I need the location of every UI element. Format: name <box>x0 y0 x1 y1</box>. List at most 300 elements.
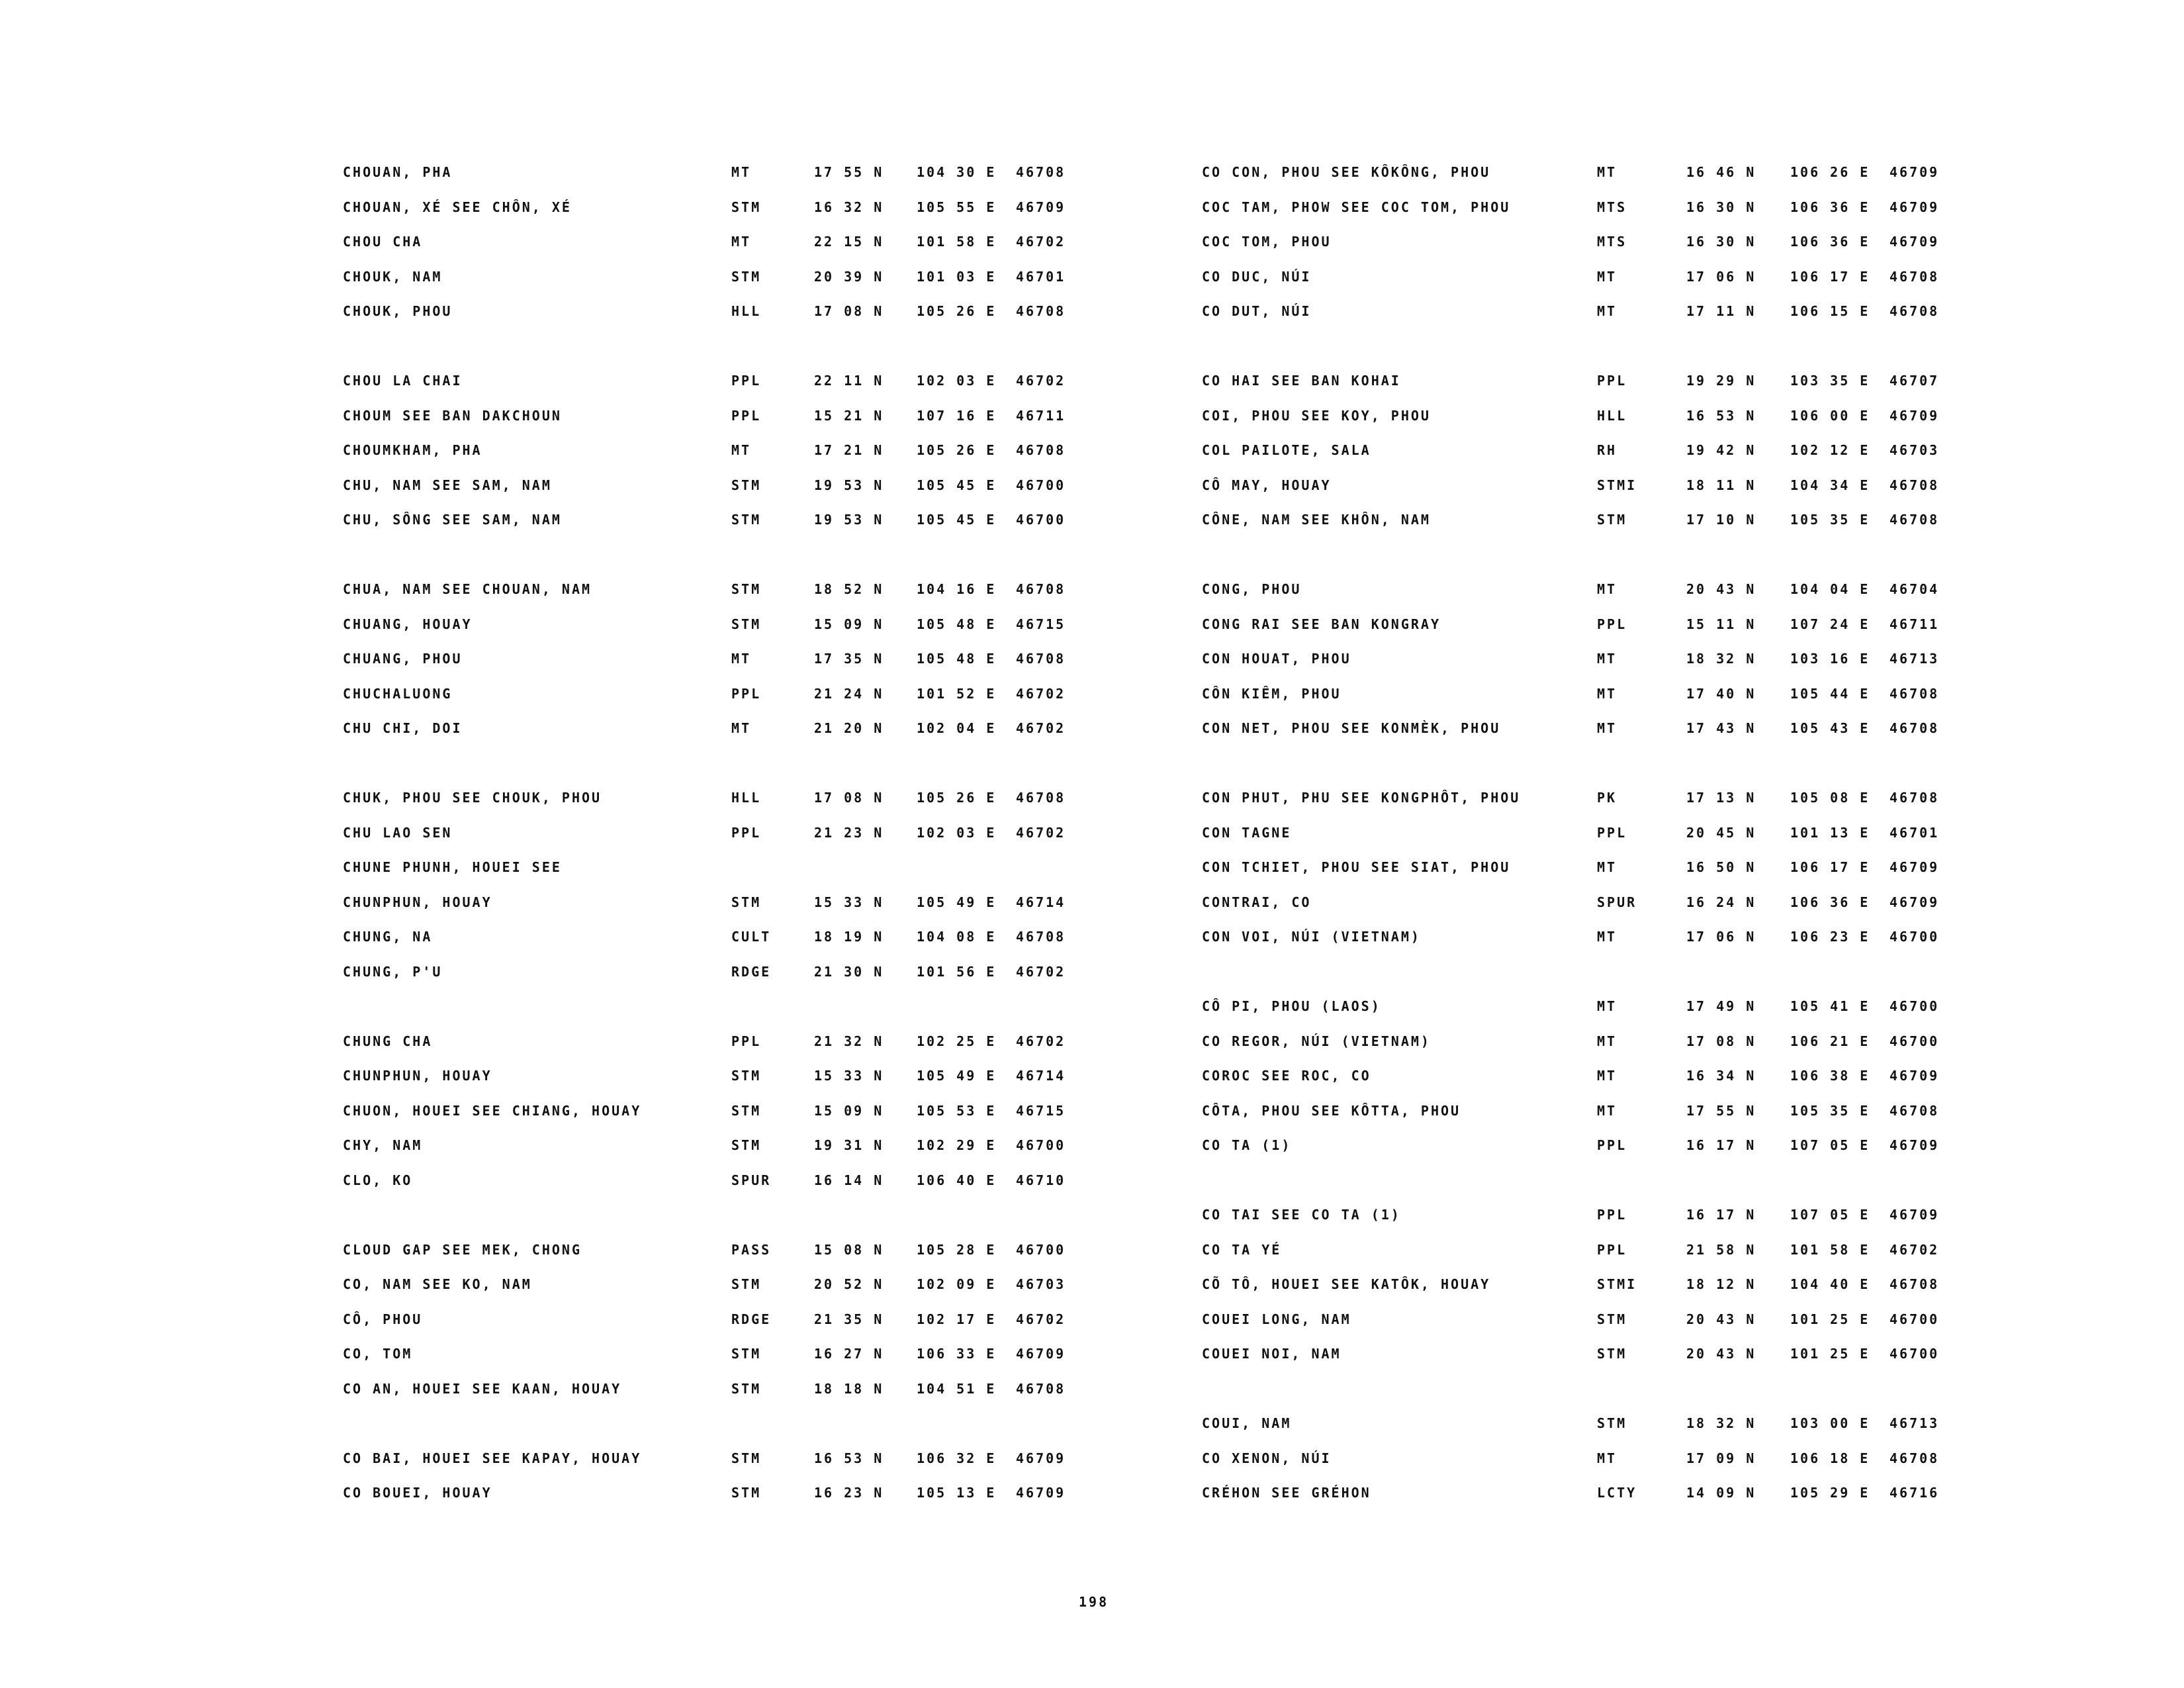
entry-code: 46708 <box>1889 303 1940 319</box>
entry-type: LCTY <box>1597 1485 1637 1501</box>
entry-name: COI, PHOU SEE KOY, PHOU <box>1202 407 1431 424</box>
entry-code: 46702 <box>1889 1241 1940 1258</box>
entry-code: 46708 <box>1889 477 1940 493</box>
entry-lat: 16 53 N <box>814 1450 884 1466</box>
entry-name: CHOUAN, XÉ SEE CHÔN, XÉ <box>343 199 572 215</box>
entry-lat: 17 08 N <box>1686 1033 1756 1049</box>
entry-code: 46702 <box>1016 824 1066 841</box>
entry-name: CRÉHON SEE GRÉHON <box>1202 1485 1371 1501</box>
entry-name: CHUK, PHOU SEE CHOUK, PHOU <box>343 790 602 806</box>
entry-code: 46716 <box>1889 1485 1940 1501</box>
entry-lon: 105 26 E <box>917 442 997 458</box>
entry-type: MTS <box>1597 199 1627 215</box>
entry-lon: 105 26 E <box>917 303 997 319</box>
entry-code: 46708 <box>1889 268 1940 285</box>
entry-lat: 17 49 N <box>1686 998 1756 1014</box>
entry-name: CON HOUAT, PHOU <box>1202 651 1351 667</box>
entry-code: 46710 <box>1016 1172 1066 1188</box>
entry-lat: 19 29 N <box>1686 373 1756 389</box>
entry-lon: 102 03 E <box>917 373 997 389</box>
entry-type: STM <box>731 1102 762 1119</box>
entry-code: 46708 <box>1016 581 1066 597</box>
entry-type: STMI <box>1597 1276 1637 1292</box>
entry-lon: 101 56 E <box>917 963 997 980</box>
entry-lat: 17 55 N <box>814 164 884 180</box>
entry-code: 46708 <box>1889 512 1940 528</box>
entry-type: MT <box>1597 581 1617 597</box>
entry-lat: 20 39 N <box>814 268 884 285</box>
entry-lon: 105 55 E <box>917 199 997 215</box>
entry-lon: 104 34 E <box>1790 477 1870 493</box>
entry-type: PK <box>1597 790 1617 806</box>
entry-name: CÔN KIÊM, PHOU <box>1202 685 1342 702</box>
entry-code: 46709 <box>1016 1450 1066 1466</box>
entry-name: CO HAI SEE BAN KOHAI <box>1202 373 1401 389</box>
entry-lat: 17 10 N <box>1686 512 1756 528</box>
entry-lat: 21 35 N <box>814 1311 884 1327</box>
entry-name: CO, NAM SEE KO, NAM <box>343 1276 532 1292</box>
entry-code: 46709 <box>1016 1485 1066 1501</box>
entry-name: CO TAI SEE CO TA (1) <box>1202 1207 1401 1223</box>
entry-type: PPL <box>1597 373 1627 389</box>
entry-type: PPL <box>731 407 762 424</box>
entry-lat: 16 53 N <box>1686 407 1756 424</box>
entry-lon: 107 16 E <box>917 407 997 424</box>
entry-code: 46702 <box>1016 720 1066 736</box>
entry-type: PPL <box>1597 1137 1627 1153</box>
entry-lon: 101 58 E <box>1790 1241 1870 1258</box>
entry-lon: 106 26 E <box>1790 164 1870 180</box>
entry-lat: 18 32 N <box>1686 651 1756 667</box>
entry-code: 46702 <box>1016 373 1066 389</box>
entry-type: MT <box>731 442 752 458</box>
entry-lon: 106 15 E <box>1790 303 1870 319</box>
entry-code: 46703 <box>1016 1276 1066 1292</box>
entry-lat: 20 43 N <box>1686 581 1756 597</box>
entry-lon: 105 26 E <box>917 790 997 806</box>
entry-lat: 16 27 N <box>814 1346 884 1362</box>
entry-lon: 105 08 E <box>1790 790 1870 806</box>
entry-code: 46700 <box>1016 1137 1066 1153</box>
entry-code: 46708 <box>1016 164 1066 180</box>
entry-lon: 107 24 E <box>1790 616 1870 632</box>
entry-name: CON NET, PHOU SEE KONMÈK, PHOU <box>1202 720 1501 736</box>
entry-type: RH <box>1597 442 1617 458</box>
entry-name: CHUA, NAM SEE CHOUAN, NAM <box>343 581 592 597</box>
entry-type: STM <box>731 1380 762 1397</box>
entry-name: COUEI LONG, NAM <box>1202 1311 1351 1327</box>
entry-code: 46715 <box>1016 1102 1066 1119</box>
entry-type: MT <box>1597 998 1617 1014</box>
entry-code: 46701 <box>1016 268 1066 285</box>
entry-lat: 20 43 N <box>1686 1311 1756 1327</box>
entry-type: MT <box>1597 929 1617 945</box>
entry-lon: 102 12 E <box>1790 442 1870 458</box>
entry-type: PPL <box>731 1033 762 1049</box>
entry-lon: 105 41 E <box>1790 998 1870 1014</box>
entry-lon: 104 04 E <box>1790 581 1870 597</box>
entry-name: CHUNPHUN, HOUAY <box>343 1068 492 1084</box>
entry-type: MT <box>731 720 752 736</box>
entry-lat: 17 40 N <box>1686 685 1756 702</box>
entry-lat: 19 31 N <box>814 1137 884 1153</box>
entry-type: SPUR <box>1597 894 1637 910</box>
entry-lat: 18 52 N <box>814 581 884 597</box>
entry-name: CHOU LA CHAI <box>343 373 463 389</box>
entry-lat: 15 33 N <box>814 894 884 910</box>
entry-code: 46709 <box>1889 1207 1940 1223</box>
entry-lat: 15 33 N <box>814 1068 884 1084</box>
entry-code: 46703 <box>1889 442 1940 458</box>
entry-lat: 17 08 N <box>814 790 884 806</box>
entry-type: STM <box>731 894 762 910</box>
entry-name: CHU, NAM SEE SAM, NAM <box>343 477 552 493</box>
entry-lat: 17 09 N <box>1686 1450 1756 1466</box>
entry-lat: 19 42 N <box>1686 442 1756 458</box>
entry-code: 46702 <box>1016 963 1066 980</box>
entry-lat: 17 11 N <box>1686 303 1756 319</box>
entry-lon: 105 44 E <box>1790 685 1870 702</box>
entry-code: 46700 <box>1016 512 1066 528</box>
entry-name: CHOU CHA <box>343 234 423 250</box>
entry-type: STM <box>731 1485 762 1501</box>
entry-code: 46700 <box>1889 929 1940 945</box>
entry-name: CO TA YÉ <box>1202 1241 1282 1258</box>
entry-name: CHUNG CHA <box>343 1033 433 1049</box>
entry-code: 46713 <box>1889 651 1940 667</box>
entry-type: STM <box>731 199 762 215</box>
entry-lat: 21 24 N <box>814 685 884 702</box>
entry-type: HLL <box>731 303 762 319</box>
entry-lat: 18 12 N <box>1686 1276 1756 1292</box>
entry-type: PASS <box>731 1241 772 1258</box>
entry-name: CON TAGNE <box>1202 824 1292 841</box>
entry-lat: 16 23 N <box>814 1485 884 1501</box>
entry-lat: 18 18 N <box>814 1380 884 1397</box>
entry-name: CHU CHI, DOI <box>343 720 463 736</box>
entry-code: 46714 <box>1016 894 1066 910</box>
entry-code: 46700 <box>1889 1311 1940 1327</box>
entry-lat: 15 09 N <box>814 1102 884 1119</box>
entry-lon: 102 04 E <box>917 720 997 736</box>
entry-code: 46708 <box>1016 1380 1066 1397</box>
entry-code: 46701 <box>1889 824 1940 841</box>
entry-code: 46715 <box>1016 616 1066 632</box>
entry-lon: 105 29 E <box>1790 1485 1870 1501</box>
entry-name: COROC SEE ROC, CO <box>1202 1068 1371 1084</box>
entry-name: CHU LAO SEN <box>343 824 453 841</box>
entry-type: MT <box>1597 1102 1617 1119</box>
entry-lon: 103 35 E <box>1790 373 1870 389</box>
entry-lat: 18 19 N <box>814 929 884 945</box>
entry-lon: 106 23 E <box>1790 929 1870 945</box>
entry-lon: 105 28 E <box>917 1241 997 1258</box>
entry-type: MT <box>1597 1068 1617 1084</box>
entry-type: STM <box>731 1450 762 1466</box>
entry-lat: 16 46 N <box>1686 164 1756 180</box>
entry-lat: 16 32 N <box>814 199 884 215</box>
entry-lat: 21 58 N <box>1686 1241 1756 1258</box>
entry-lat: 19 53 N <box>814 512 884 528</box>
entry-lon: 106 17 E <box>1790 268 1870 285</box>
entry-lon: 105 53 E <box>917 1102 997 1119</box>
entry-code: 46700 <box>1889 998 1940 1014</box>
entry-lon: 105 43 E <box>1790 720 1870 736</box>
entry-name: CON TCHIET, PHOU SEE SIAT, PHOU <box>1202 859 1511 875</box>
entry-lon: 105 49 E <box>917 1068 997 1084</box>
entry-code: 46711 <box>1016 407 1066 424</box>
entry-name: CHUNE PHUNH, HOUEI SEE <box>343 859 562 875</box>
entry-lon: 105 45 E <box>917 512 997 528</box>
entry-lon: 101 25 E <box>1790 1311 1870 1327</box>
entry-code: 46708 <box>1016 442 1066 458</box>
entry-lat: 21 20 N <box>814 720 884 736</box>
entry-type: MT <box>1597 268 1617 285</box>
entry-lon: 101 13 E <box>1790 824 1870 841</box>
entry-lon: 105 45 E <box>917 477 997 493</box>
entry-type: PPL <box>731 685 762 702</box>
entry-name: CON VOI, NÚI (VIETNAM) <box>1202 929 1421 945</box>
entry-type: MT <box>1597 1450 1617 1466</box>
entry-type: MT <box>1597 164 1617 180</box>
entry-code: 46713 <box>1889 1415 1940 1431</box>
entry-lat: 20 43 N <box>1686 1346 1756 1362</box>
entry-name: COUI, NAM <box>1202 1415 1292 1431</box>
entry-code: 46708 <box>1889 790 1940 806</box>
entry-name: CONG, PHOU <box>1202 581 1302 597</box>
entry-name: CO CON, PHOU SEE KÔKÔNG, PHOU <box>1202 164 1491 180</box>
entry-type: MT <box>1597 1033 1617 1049</box>
entry-type: STM <box>731 581 762 597</box>
entry-lon: 106 40 E <box>917 1172 997 1188</box>
entry-lat: 18 11 N <box>1686 477 1756 493</box>
entry-lon: 105 49 E <box>917 894 997 910</box>
entry-lat: 17 43 N <box>1686 720 1756 736</box>
entry-type: STM <box>731 512 762 528</box>
entry-lon: 105 48 E <box>917 651 997 667</box>
entry-type: STM <box>731 616 762 632</box>
entry-lon: 101 25 E <box>1790 1346 1870 1362</box>
entry-name: CO BAI, HOUEI SEE KAPAY, HOUAY <box>343 1450 642 1466</box>
entry-lat: 20 45 N <box>1686 824 1756 841</box>
entry-lon: 106 17 E <box>1790 859 1870 875</box>
entry-name: CHOUAN, PHA <box>343 164 453 180</box>
entry-code: 46708 <box>1889 1450 1940 1466</box>
entry-lat: 16 14 N <box>814 1172 884 1188</box>
entry-code: 46709 <box>1889 1137 1940 1153</box>
entry-lat: 21 32 N <box>814 1033 884 1049</box>
entry-name: COL PAILOTE, SALA <box>1202 442 1371 458</box>
entry-name: COC TOM, PHOU <box>1202 234 1332 250</box>
entry-name: CHOUK, NAM <box>343 268 443 285</box>
entry-code: 46709 <box>1889 407 1940 424</box>
entry-lon: 104 30 E <box>917 164 997 180</box>
page-number: 198 <box>1079 1594 1109 1610</box>
entry-type: STM <box>731 1276 762 1292</box>
entry-code: 46700 <box>1016 1241 1066 1258</box>
entry-lon: 107 05 E <box>1790 1207 1870 1223</box>
entry-type: PPL <box>1597 616 1627 632</box>
entry-code: 46709 <box>1889 199 1940 215</box>
entry-name: CHOUM SEE BAN DAKCHOUN <box>343 407 562 424</box>
entry-code: 46714 <box>1016 1068 1066 1084</box>
entry-type: STM <box>731 1346 762 1362</box>
entry-name: CÔ PI, PHOU (LAOS) <box>1202 998 1381 1014</box>
entry-type: STM <box>1597 1311 1627 1327</box>
entry-type: MT <box>1597 720 1617 736</box>
entry-name: CO REGOR, NÚI (VIETNAM) <box>1202 1033 1431 1049</box>
entry-code: 46708 <box>1889 720 1940 736</box>
entry-code: 46711 <box>1889 616 1940 632</box>
entry-lat: 15 21 N <box>814 407 884 424</box>
entry-code: 46709 <box>1016 199 1066 215</box>
entry-name: COC TAM, PHOW SEE COC TOM, PHOU <box>1202 199 1511 215</box>
entry-name: CON PHUT, PHU SEE KONGPHÔT, PHOU <box>1202 790 1521 806</box>
entry-name: CHUANG, PHOU <box>343 651 463 667</box>
entry-name: COUEI NOI, NAM <box>1202 1346 1342 1362</box>
entry-lon: 101 03 E <box>917 268 997 285</box>
entry-lat: 18 32 N <box>1686 1415 1756 1431</box>
entry-type: PPL <box>731 373 762 389</box>
entry-lat: 16 34 N <box>1686 1068 1756 1084</box>
entry-name: CLO, KO <box>343 1172 413 1188</box>
entry-name: CO TA (1) <box>1202 1137 1292 1153</box>
entry-lon: 106 36 E <box>1790 894 1870 910</box>
entry-type: MT <box>1597 859 1617 875</box>
entry-lon: 106 33 E <box>917 1346 997 1362</box>
entry-type: STM <box>1597 1346 1627 1362</box>
entry-code: 46708 <box>1016 929 1066 945</box>
entry-lat: 21 30 N <box>814 963 884 980</box>
entry-type: PPL <box>1597 1207 1627 1223</box>
entry-code: 46702 <box>1016 1033 1066 1049</box>
entry-name: CO DUC, NÚI <box>1202 268 1312 285</box>
entry-name: CHUNG, NA <box>343 929 433 945</box>
entry-lon: 104 51 E <box>917 1380 997 1397</box>
entry-name: CONG RAI SEE BAN KONGRAY <box>1202 616 1441 632</box>
entry-name: CHOUMKHAM, PHA <box>343 442 482 458</box>
entry-lat: 21 23 N <box>814 824 884 841</box>
entry-code: 46709 <box>1889 234 1940 250</box>
entry-lon: 106 00 E <box>1790 407 1870 424</box>
entry-name: CO, TOM <box>343 1346 413 1362</box>
entry-lon: 106 36 E <box>1790 234 1870 250</box>
entry-lat: 16 50 N <box>1686 859 1756 875</box>
entry-name: CO XENON, NÚI <box>1202 1450 1332 1466</box>
entry-lat: 17 35 N <box>814 651 884 667</box>
entry-type: PPL <box>1597 824 1627 841</box>
entry-lon: 102 03 E <box>917 824 997 841</box>
entry-name: CÔNE, NAM SEE KHÔN, NAM <box>1202 512 1431 528</box>
entry-name: CO AN, HOUEI SEE KAAN, HOUAY <box>343 1380 622 1397</box>
entry-lat: 16 24 N <box>1686 894 1756 910</box>
entry-name: CHOUK, PHOU <box>343 303 453 319</box>
entry-lat: 15 09 N <box>814 616 884 632</box>
entry-type: MT <box>1597 303 1617 319</box>
entry-lon: 107 05 E <box>1790 1137 1870 1153</box>
entry-lat: 22 15 N <box>814 234 884 250</box>
entry-code: 46702 <box>1016 1311 1066 1327</box>
entry-code: 46708 <box>1016 651 1066 667</box>
entry-lon: 102 09 E <box>917 1276 997 1292</box>
entry-type: SPUR <box>731 1172 772 1188</box>
entry-name: CHU, SÔNG SEE SAM, NAM <box>343 512 562 528</box>
entry-type: HLL <box>731 790 762 806</box>
entry-type: MT <box>1597 651 1617 667</box>
entry-lat: 22 11 N <box>814 373 884 389</box>
entry-name: CÔTA, PHOU SEE KÔTTA, PHOU <box>1202 1102 1461 1119</box>
entry-code: 46700 <box>1889 1346 1940 1362</box>
entry-lon: 104 08 E <box>917 929 997 945</box>
entry-code: 46708 <box>1889 1102 1940 1119</box>
entry-type: HLL <box>1597 407 1627 424</box>
entry-code: 46709 <box>1889 164 1940 180</box>
entry-code: 46708 <box>1016 303 1066 319</box>
entry-lat: 16 30 N <box>1686 234 1756 250</box>
entry-code: 46707 <box>1889 373 1940 389</box>
entry-type: STM <box>731 1137 762 1153</box>
entry-code: 46700 <box>1016 477 1066 493</box>
entry-lon: 106 32 E <box>917 1450 997 1466</box>
entry-type: MT <box>731 164 752 180</box>
entry-lat: 15 11 N <box>1686 616 1756 632</box>
entry-lon: 101 58 E <box>917 234 997 250</box>
entry-lat: 17 06 N <box>1686 929 1756 945</box>
entry-lon: 105 13 E <box>917 1485 997 1501</box>
entry-lon: 102 25 E <box>917 1033 997 1049</box>
entry-name: CÕ TÔ, HOUEI SEE KATÔK, HOUAY <box>1202 1276 1491 1292</box>
entry-type: PPL <box>1597 1241 1627 1258</box>
entry-lon: 105 48 E <box>917 616 997 632</box>
entry-code: 46709 <box>1889 894 1940 910</box>
entry-name: CHUNPHUN, HOUAY <box>343 894 492 910</box>
entry-type: RDGE <box>731 1311 772 1327</box>
entry-type: RDGE <box>731 963 772 980</box>
entry-type: PPL <box>731 824 762 841</box>
entry-name: CLOUD GAP SEE MEK, CHONG <box>343 1241 582 1258</box>
entry-name: CÔ, PHOU <box>343 1311 423 1327</box>
entry-lon: 102 29 E <box>917 1137 997 1153</box>
entry-lat: 19 53 N <box>814 477 884 493</box>
entry-lat: 16 30 N <box>1686 199 1756 215</box>
entry-type: STM <box>731 268 762 285</box>
entry-lon: 105 35 E <box>1790 1102 1870 1119</box>
entry-lat: 16 17 N <box>1686 1137 1756 1153</box>
entry-type: STM <box>1597 1415 1627 1431</box>
entry-code: 46704 <box>1889 581 1940 597</box>
entry-type: MT <box>731 234 752 250</box>
entry-code: 46709 <box>1889 1068 1940 1084</box>
entry-type: MT <box>1597 685 1617 702</box>
entry-type: STM <box>731 477 762 493</box>
entry-lat: 17 13 N <box>1686 790 1756 806</box>
entry-name: CO BOUEI, HOUAY <box>343 1485 492 1501</box>
entry-name: CO DUT, NÚI <box>1202 303 1312 319</box>
entry-name: CHUON, HOUEI SEE CHIANG, HOUAY <box>343 1102 642 1119</box>
entry-lon: 103 00 E <box>1790 1415 1870 1431</box>
entry-type: STM <box>1597 512 1627 528</box>
entry-code: 46708 <box>1889 1276 1940 1292</box>
entry-code: 46708 <box>1016 790 1066 806</box>
entry-lat: 17 21 N <box>814 442 884 458</box>
entry-lon: 105 35 E <box>1790 512 1870 528</box>
entry-name: CHUNG, P'U <box>343 963 443 980</box>
entry-lon: 103 16 E <box>1790 651 1870 667</box>
entry-code: 46708 <box>1889 685 1940 702</box>
entry-lat: 15 08 N <box>814 1241 884 1258</box>
entry-lon: 106 18 E <box>1790 1450 1870 1466</box>
entry-type: STM <box>731 1068 762 1084</box>
